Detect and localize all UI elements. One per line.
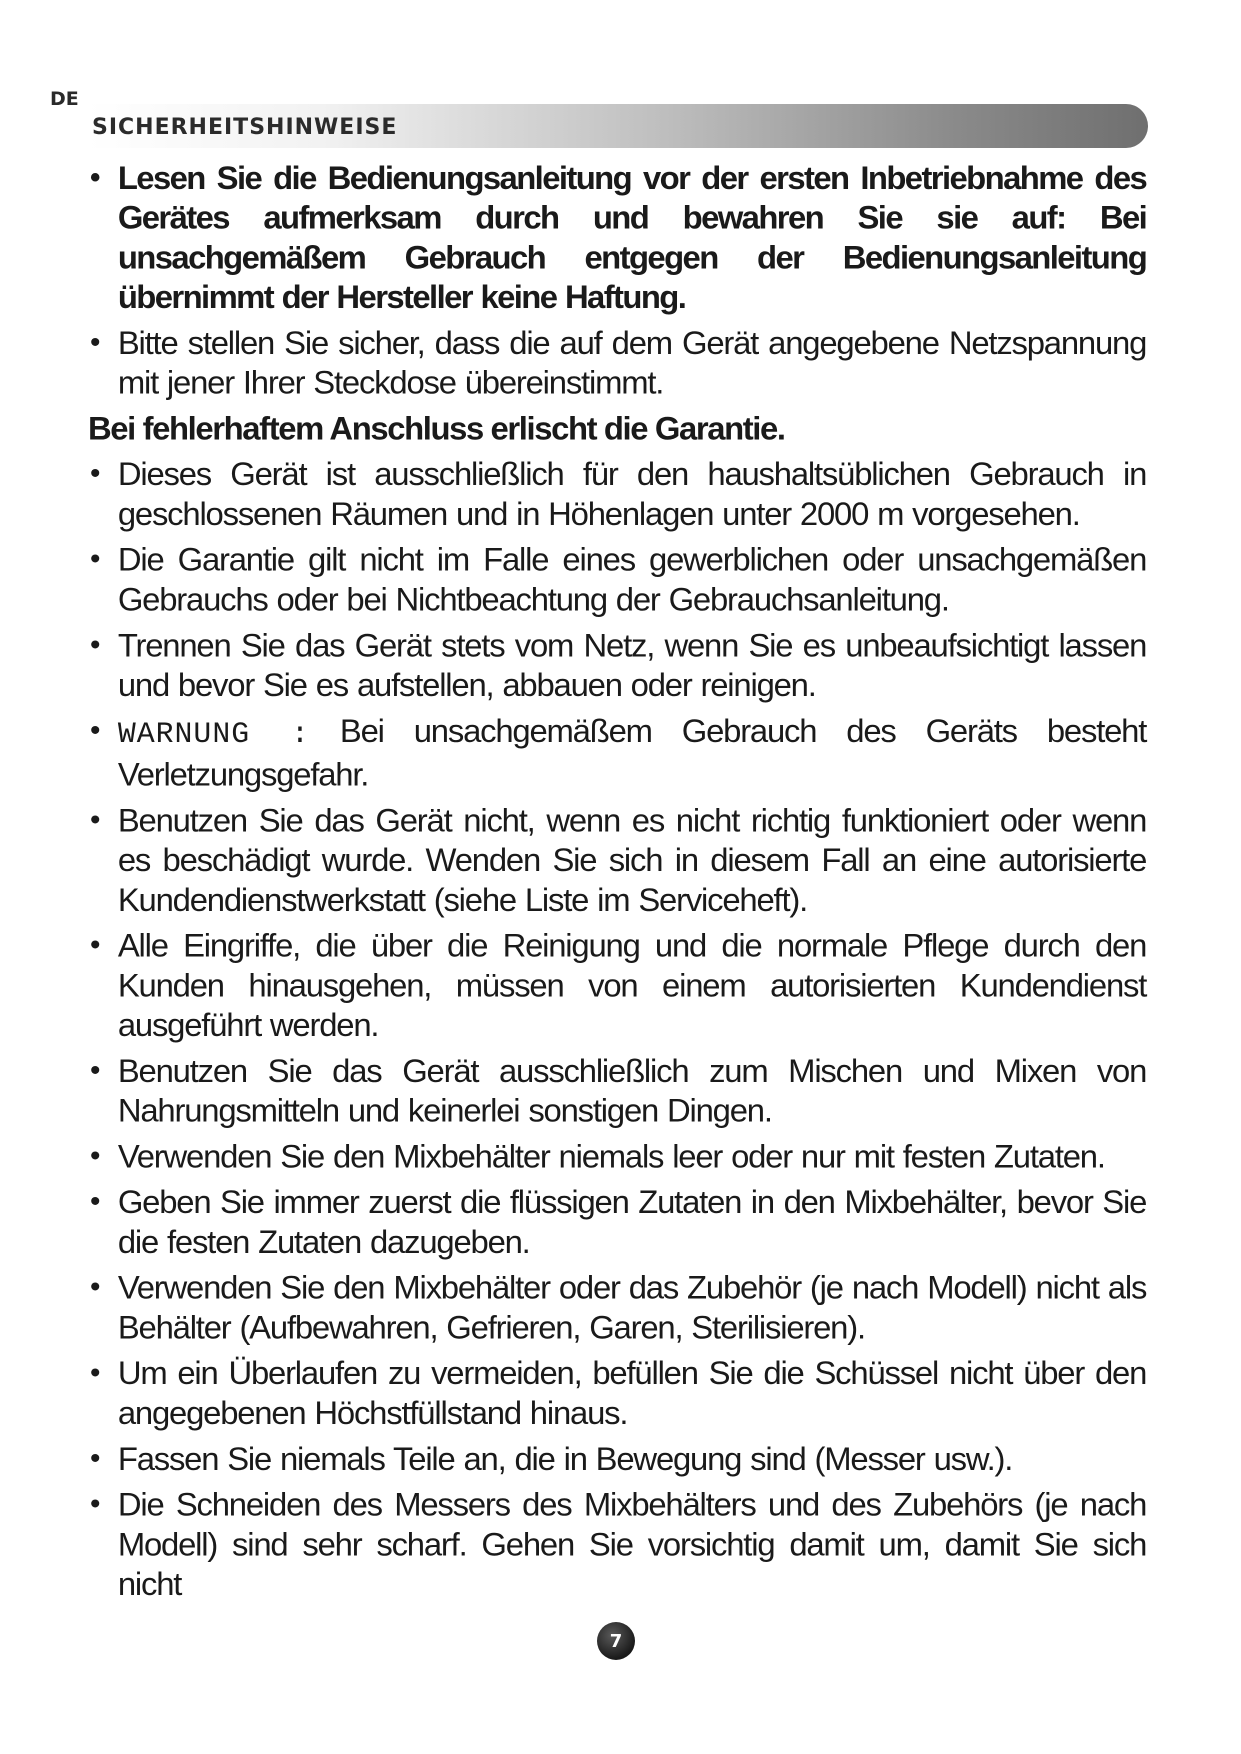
list-item: • Bitte stellen Sie sicher, dass die auf dem Gerät angegebene Netzspannung mit jener Ihrer Steckdose übereinstimmt.	[89, 324, 1147, 401]
list-item: • Dieses Gerät ist ausschließlich für den haushaltsüblichen Gebrauch in geschlossenen Räumen und in Höhenlagen unter 2000 m vorgesehen.	[89, 455, 1147, 532]
list-item: • Um ein Überlaufen zu vermeiden, befüllen Sie die Schüssel nicht über den angegebenen Höchstfüllstand hinaus.	[89, 1354, 1147, 1431]
language-code: DE	[50, 88, 79, 110]
list-item: • Benutzen Sie das Gerät ausschließlich zum Mischen und Mixen von Nahrungsmitteln und keinerlei sonstigen Dingen.	[89, 1052, 1147, 1129]
list-item: • Benutzen Sie das Gerät nicht, wenn es nicht richtig funktioniert oder wenn es beschädigt wurde. Wenden Sie sich in diesem Fall an eine autorisierte Kundendienstwerkstatt (siehe Liste im Serviceheft).	[89, 801, 1147, 918]
list-item: • Alle Eingriffe, die über die Reinigung und die normale Pflege durch den Kunden hinausgehen, müssen von einem autorisierten Kundendienst ausgeführt werden.	[89, 926, 1147, 1044]
warranty-notice: Bei fehlerhaftem Anschluss erlischt die Garantie.	[88, 409, 785, 447]
list-item: • Fassen Sie niemals Teile an, die in Bewegung sind (Messer usw.).	[89, 1439, 1013, 1477]
list-item: • Verwenden Sie den Mixbehälter oder das Zubehör (je nach Modell) nicht als Behälter (Aufbewahren, Gefrieren, Garen, Sterilisieren).	[89, 1268, 1147, 1346]
warning-item: • WARNUNG : Bei unsachgemäßem Gebrauch des Geräts besteht Verletzungsgefahr.	[89, 711, 1147, 793]
safety-instructions-list	[88, 158, 1146, 1610]
list-item: • Geben Sie immer zuerst die flüssigen Zutaten in den Mixbehälter, bevor Sie die festen Zutaten dazugeben.	[89, 1183, 1147, 1260]
list-item: • Die Garantie gilt nicht im Falle eines gewerblichen oder unsachgemäßen Gebrauchs oder bei Nichtbeachtung der Gebrauchsanleitung.	[89, 540, 1147, 618]
warning-label: WARNUNG :	[117, 717, 310, 752]
section-title: SICHERHEITSHINWEISE	[92, 115, 398, 140]
page-number-badge: 7	[597, 1622, 635, 1660]
list-item: • Die Schneiden des Messers des Mixbehälters und des Zubehörs (je nach Modell) sind sehr scharf. Gehen Sie vorsichtig damit um, damit Sie sich nicht	[89, 1485, 1147, 1603]
list-item: • Trennen Sie das Gerät stets vom Netz, wenn Sie es unbeaufsichtigt lassen und bevor Sie es aufstellen, abbauen oder reinigen.	[89, 626, 1147, 703]
list-item: • Verwenden Sie den Mixbehälter niemals leer oder nur mit festen Zutaten.	[89, 1137, 1105, 1175]
list-item: • Lesen Sie die Bedienungsanleitung vor der ersten Inbetriebnahme des Gerätes aufmerksam durch und bewahren Sie sie auf: Bei unsachgemäßem Gebrauch entgegen der Bedienungsanleitung übernimmt der Hersteller keine Haftung.	[89, 158, 1147, 316]
